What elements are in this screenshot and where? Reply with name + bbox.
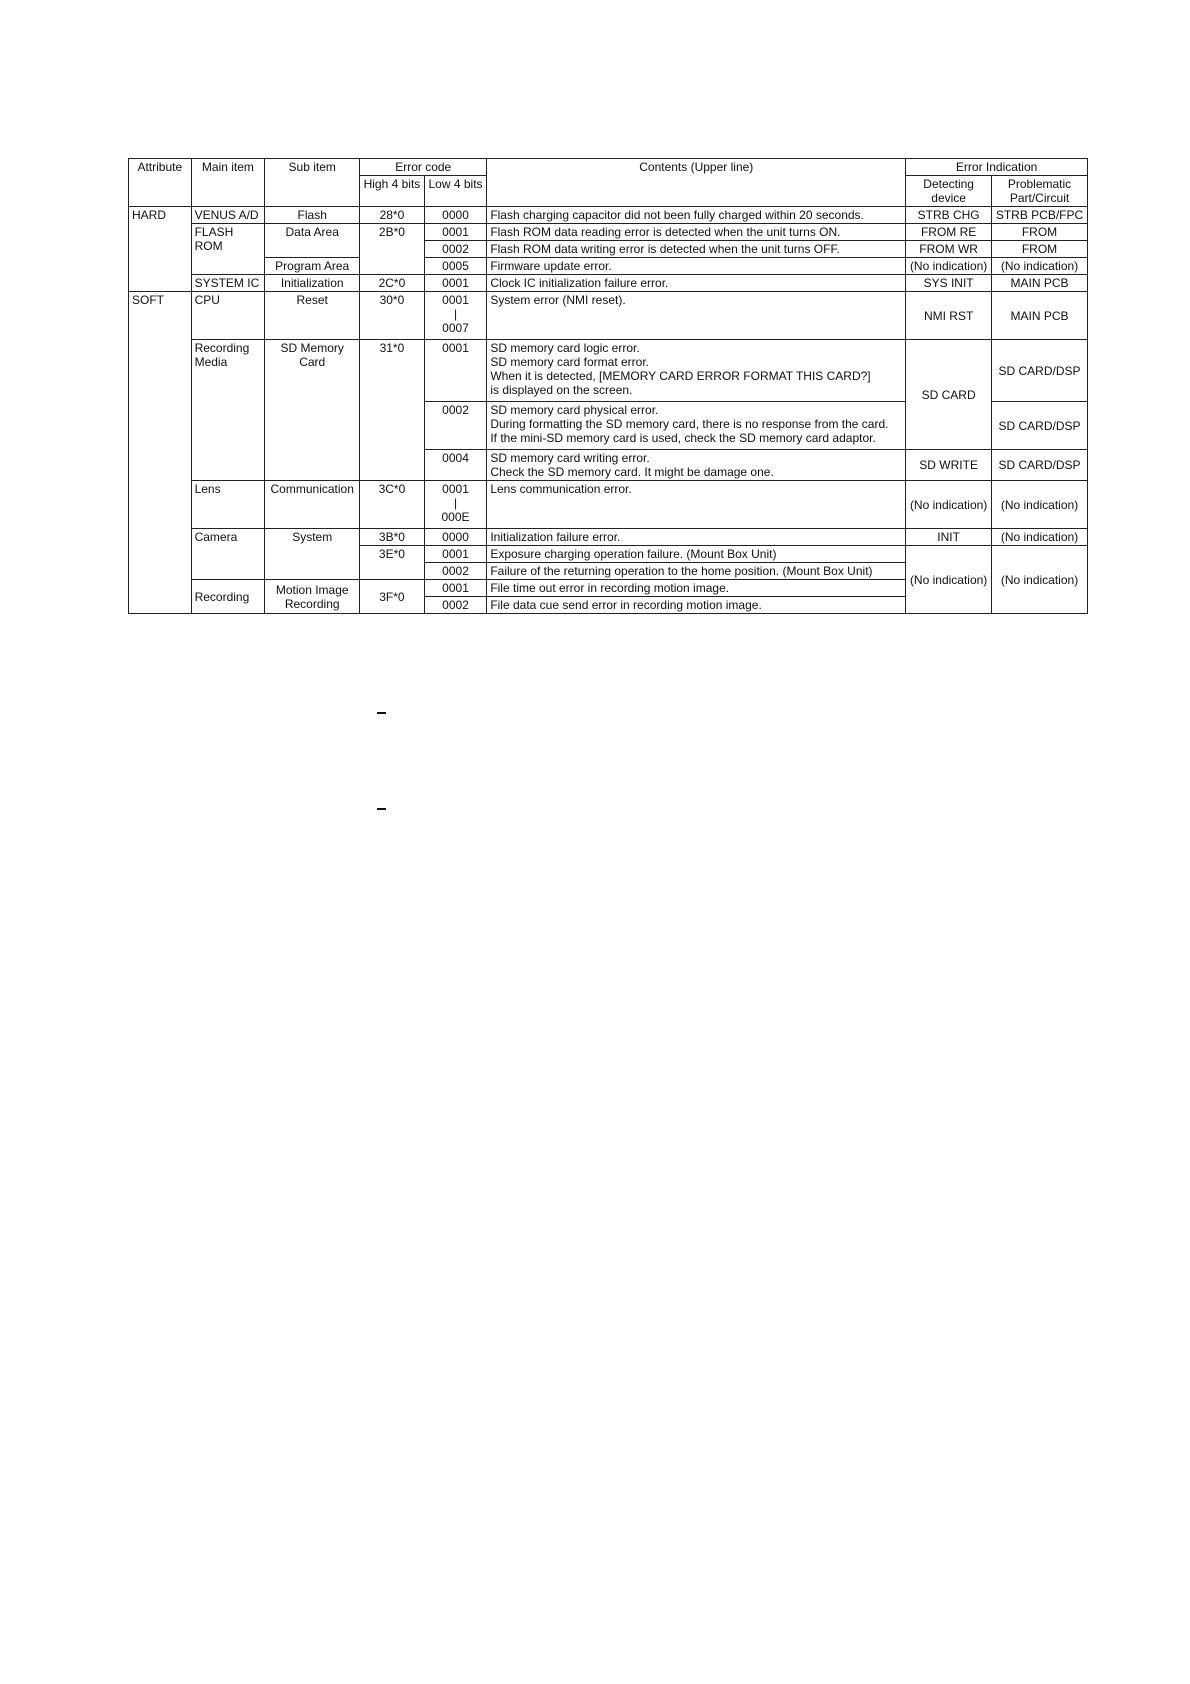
problematic-part: SD CARD/DSP	[992, 450, 1088, 481]
header-high-bits: High 4 bits	[360, 176, 425, 207]
problematic-part: (No indication)	[992, 481, 1088, 529]
underline-mark	[377, 808, 386, 810]
main-item-flash-rom	[191, 224, 265, 275]
header-error-code: Error code	[360, 159, 487, 176]
detecting-device: INIT	[906, 529, 992, 546]
header-problematic-part	[992, 176, 1088, 207]
detecting-device: STRB CHG	[906, 207, 992, 224]
sub-item-system: System	[265, 529, 360, 580]
main-item-cpu: CPU	[191, 292, 265, 340]
detecting-device: NMI RST	[906, 292, 992, 340]
high-bits: 30*0	[360, 292, 425, 340]
problematic-part: SD CARD/DSP	[992, 340, 1088, 402]
high-bits: 2C*0	[360, 275, 425, 292]
detecting-device: (No indication)	[906, 546, 992, 614]
problematic-part: (No indication)	[992, 529, 1088, 546]
content-line: SD memory card logic error.	[490, 341, 640, 355]
error-code-table	[128, 158, 1088, 614]
content: Flash ROM data writing error is detected when the unit turns OFF.	[487, 241, 906, 258]
problematic-part: (No indication)	[992, 546, 1088, 614]
content-line: is displayed on the screen.	[490, 383, 633, 397]
table-row	[129, 529, 1088, 546]
content-line: SD memory card format error.	[490, 355, 650, 369]
header-detecting-line1: Detecting	[923, 177, 974, 191]
sub-item-line2: Card	[299, 355, 326, 369]
header-attribute: Attribute	[129, 159, 192, 207]
main-item-line2: ROM	[194, 239, 223, 253]
high-bits: 3E*0	[360, 546, 425, 580]
content	[487, 340, 906, 402]
table-row	[129, 275, 1088, 292]
sub-item-line1: SD Memory	[280, 341, 344, 355]
low-bits-range	[424, 481, 487, 529]
sub-item-line2: Recording	[284, 596, 340, 611]
high-bits: 2B*0	[360, 224, 425, 275]
content: File data cue send error in recording motion image.	[487, 597, 906, 614]
content-line: During formatting the SD memory card, there is no response from the card.	[490, 417, 889, 431]
content-line: SD memory card writing error.	[490, 451, 650, 465]
content: Initialization failure error.	[487, 529, 906, 546]
content	[487, 450, 906, 481]
detecting-device: SYS INIT	[906, 275, 992, 292]
content: Firmware update error.	[487, 258, 906, 275]
high-bits: 3F*0	[360, 580, 425, 614]
table-row	[129, 207, 1088, 224]
content-line: SD memory card physical error.	[490, 403, 659, 417]
sub-item-motion-image-recording	[265, 580, 360, 614]
content-line: Check the SD memory card. It might be damage one.	[490, 465, 774, 479]
header-problematic-line1: Problematic	[1007, 177, 1072, 191]
detecting-device: (No indication)	[906, 258, 992, 275]
problematic-part: (No indication)	[992, 258, 1088, 275]
problematic-part: SD CARD/DSP	[992, 402, 1088, 450]
content-line: When it is detected, [MEMORY CARD ERROR FORMAT THIS CARD?]	[490, 369, 871, 383]
main-item-recording: Recording	[191, 580, 265, 614]
high-bits: 31*0	[360, 340, 425, 481]
sub-item-line1: Motion Image	[275, 582, 349, 597]
content: File time out error in recording motion image.	[487, 580, 906, 597]
header-low-bits: Low 4 bits	[424, 176, 487, 207]
high-bits: 3B*0	[360, 529, 425, 546]
high-bits: 3C*0	[360, 481, 425, 529]
range-bar: |	[453, 307, 458, 321]
sub-item-initialization: Initialization	[265, 275, 360, 292]
detecting-device: (No indication)	[906, 481, 992, 529]
sub-item-flash: Flash	[265, 207, 360, 224]
sub-item-program-area: Program Area	[265, 258, 360, 275]
content: Exposure charging operation failure. (Mount Box Unit)	[487, 546, 906, 563]
table-row	[129, 340, 1088, 402]
table-row	[129, 292, 1088, 340]
main-item-camera: Camera	[191, 529, 265, 580]
sub-item-data-area: Data Area	[265, 224, 360, 258]
main-item-line1: Recording	[194, 341, 250, 355]
detecting-device: FROM RE	[906, 224, 992, 241]
low-bits-to: 000E	[441, 510, 470, 524]
low-bits: 0005	[424, 258, 487, 275]
content: Clock IC initialization failure error.	[487, 275, 906, 292]
problematic-part: MAIN PCB	[992, 275, 1088, 292]
main-item-line1: FLASH	[194, 225, 234, 239]
table-row	[129, 224, 1088, 241]
content: Failure of the returning operation to the home position. (Mount Box Unit)	[487, 563, 906, 580]
low-bits: 0001	[424, 580, 487, 597]
low-bits-to: 0007	[442, 321, 469, 335]
header-sub-item: Sub item	[265, 159, 360, 207]
problematic-part: FROM	[992, 224, 1088, 241]
problematic-part: STRB PCB/FPC	[992, 207, 1088, 224]
content: Flash charging capacitor did not been fully charged within 20 seconds.	[487, 207, 906, 224]
detecting-device: FROM WR	[906, 241, 992, 258]
low-bits: 0001	[424, 546, 487, 563]
sub-item-communication: Communication	[265, 481, 360, 529]
sub-item-reset: Reset	[265, 292, 360, 340]
table-row	[129, 258, 1088, 275]
attribute-hard: HARD	[129, 207, 192, 292]
attribute-soft: SOFT	[129, 292, 192, 614]
header-detecting-device	[906, 176, 992, 207]
content: Lens communication error.	[487, 481, 906, 529]
low-bits: 0002	[424, 597, 487, 614]
content: Flash ROM data reading error is detected when the unit turns ON.	[487, 224, 906, 241]
low-bits: 0001	[424, 224, 487, 241]
header-problematic-line2: Part/Circuit	[1009, 191, 1070, 205]
low-bits-range	[424, 292, 487, 340]
low-bits: 0004	[424, 450, 487, 481]
content: System error (NMI reset).	[487, 292, 906, 340]
low-bits: 0000	[424, 529, 487, 546]
content-line: If the mini-SD memory card is used, check the SD memory card adaptor.	[490, 431, 876, 445]
low-bits: 0001	[424, 340, 487, 402]
detecting-device: SD CARD	[906, 340, 992, 450]
low-bits: 0002	[424, 402, 487, 450]
header-main-item: Main item	[191, 159, 265, 207]
content	[487, 402, 906, 450]
header-contents: Contents (Upper line)	[487, 159, 906, 207]
main-item-venus: VENUS A/D	[191, 207, 265, 224]
main-item-lens: Lens	[191, 481, 265, 529]
underline-mark	[377, 712, 386, 714]
table-row	[129, 481, 1088, 529]
header-error-indication: Error Indication	[906, 159, 1088, 176]
low-bits: 0002	[424, 241, 487, 258]
problematic-part: FROM	[992, 241, 1088, 258]
main-item-system-ic: SYSTEM IC	[191, 275, 265, 292]
range-bar: |	[453, 496, 458, 510]
header-detecting-line2: device	[931, 191, 966, 205]
main-item-recording-media	[191, 340, 265, 481]
low-bits-from: 0001	[442, 482, 469, 496]
header-row-1	[129, 159, 1088, 176]
low-bits-from: 0001	[442, 293, 469, 307]
problematic-part: MAIN PCB	[992, 292, 1088, 340]
low-bits: 0000	[424, 207, 487, 224]
sub-item-sd-memory-card	[265, 340, 360, 481]
detecting-device: SD WRITE	[906, 450, 992, 481]
high-bits: 28*0	[360, 207, 425, 224]
main-item-line2: Media	[194, 355, 228, 369]
low-bits: 0002	[424, 563, 487, 580]
low-bits: 0001	[424, 275, 487, 292]
